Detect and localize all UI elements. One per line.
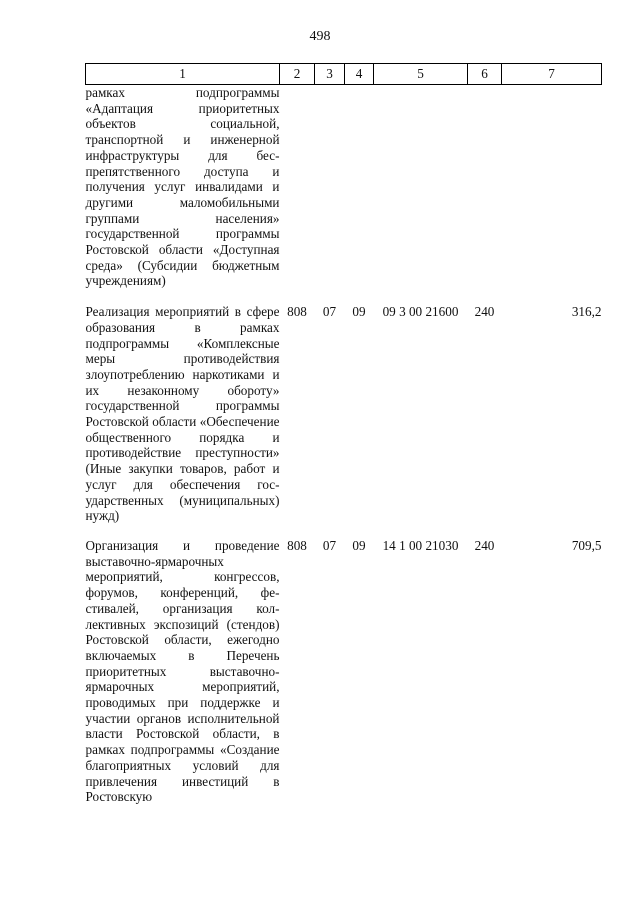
row-description: Организация и проведение выставочно-ярмарочных мероприятий, конгрессов, форумов, конференций, фестивалей, организация коллективных экспозиций (стендов) Ростовской области, ежегодно включаемых в Перечень приоритетных выставочно-ярмарочных мероприятий, проводимых при поддержке и участии органов исполнительной власти Ростовской области, в рамках подпрограммы «Создание благоприятных условий для привлечения инвестиций в Ростовскую	[85, 537, 280, 805]
row-amount: 709,5	[571, 537, 602, 553]
row-code: 808	[287, 304, 307, 320]
row-description: рамках подпрограммы «Адаптация приоритетных объектов социальной, транспортной и инженерной инфраструктуры для беспрепятственного доступа и получения услуг инвалидами и другими маломобильными группами населения» государственной программы Ростовской области «Доступная среда» (Субсидии бюджетным учреждениям)	[85, 85, 280, 289]
row-section: 07	[322, 304, 337, 320]
row-code	[280, 85, 315, 290]
row-amount: 316,2	[571, 304, 602, 320]
row-subsection	[345, 85, 374, 290]
budget-table	[85, 63, 602, 805]
column-header-5: 5	[374, 64, 468, 85]
row-subsection: 09	[352, 537, 366, 553]
row-target: 14 1 00 21030	[382, 537, 459, 553]
header-row	[86, 64, 602, 85]
column-header-1: 1	[86, 64, 280, 85]
row-section	[315, 85, 345, 290]
page-number: 498	[309, 29, 331, 44]
column-header-2: 2	[280, 64, 315, 85]
table-row	[86, 524, 602, 805]
row-code: 808	[287, 537, 307, 553]
table-row	[86, 85, 602, 290]
column-header-7: 7	[502, 64, 602, 85]
table-row	[86, 289, 602, 524]
column-header-4: 4	[345, 64, 374, 85]
column-header-3: 3	[315, 64, 345, 85]
row-amount	[502, 85, 602, 290]
row-expense-type: 240	[474, 304, 495, 320]
row-section: 07	[322, 537, 337, 553]
column-header-6: 6	[468, 64, 502, 85]
row-expense-type	[468, 85, 502, 290]
row-expense-type: 240	[474, 537, 495, 553]
row-target	[374, 85, 468, 290]
row-target: 09 3 00 21600	[382, 304, 459, 320]
row-description: Реализация мероприятий в сфере образования в рамках подпрограммы «Комплексные меры противодействия злоупотреблению наркотиками и их незаконному обороту» государственной программы Ростовской области «Обеспечение общественного порядка и противодействие преступности» (Иные закупки товаров, работ и услуг для обеспечения государственных (муниципальных) нужд)	[85, 304, 280, 524]
row-subsection: 09	[352, 304, 366, 320]
